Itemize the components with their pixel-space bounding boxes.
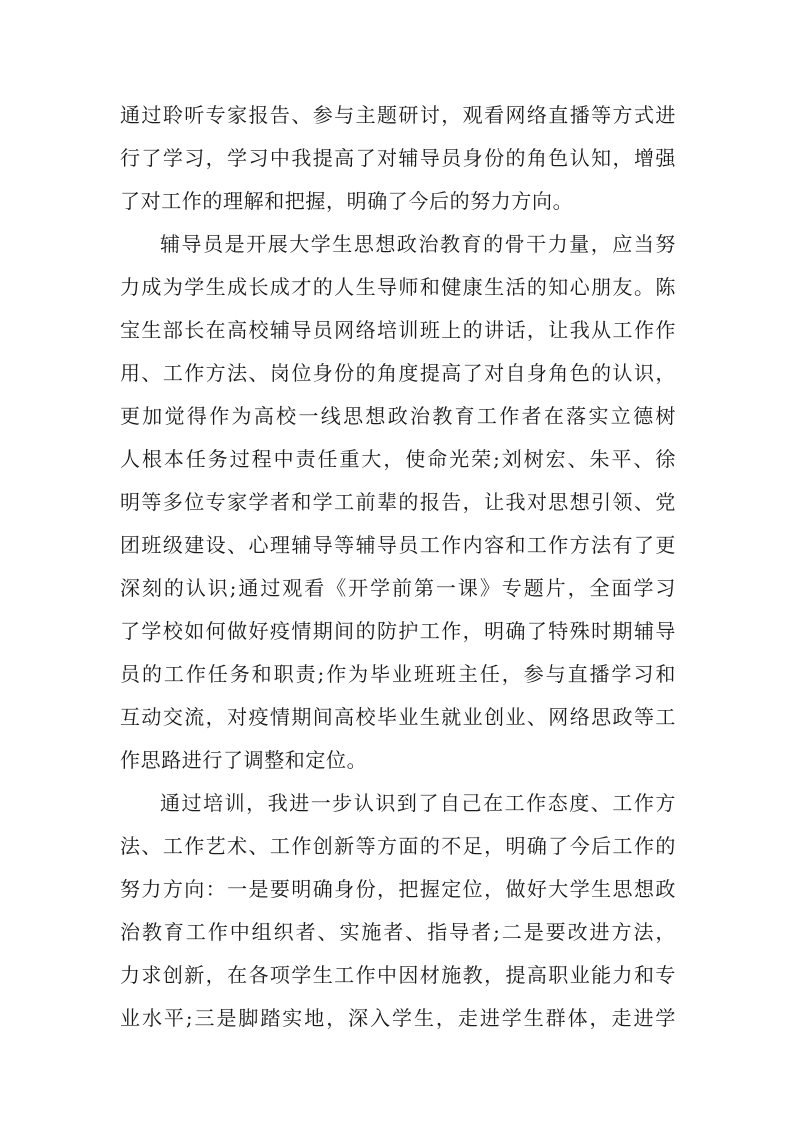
text-line: 人根本任务过程中责任重大，使命光荣;刘树宏、朱平、徐 [120, 447, 676, 471]
text-line: 明等多位专家学者和学工前辈的报告，让我对思想引领、党 [120, 490, 676, 514]
text-line: 力求创新，在各项学生工作中因材施教，提高职业能力和专 [120, 963, 676, 987]
text-line: 努力方向：一是要明确身份，把握定位，做好大学生思想政 [120, 877, 676, 901]
text-line: 更加觉得作为高校一线思想政治教育工作者在落实立德树 [120, 404, 676, 428]
text-line: 法、工作艺术、工作创新等方面的不足，明确了今后工作的 [120, 834, 676, 858]
document-body [120, 94, 676, 1040]
text-line: 了学校如何做好疫情期间的防护工作，明确了特殊时期辅导 [120, 619, 676, 643]
text-line: 辅导员是开展大学生思想政治教育的骨干力量，应当努 [160, 232, 676, 256]
paragraph-1 [120, 94, 676, 223]
text-line: 通过聆听专家报告、参与主题研讨，观看网络直播等方式进 [120, 103, 676, 127]
text-line: 治教育工作中组织者、实施者、指导者;二是要改进方法， [120, 920, 676, 944]
text-line: 用、工作方法、岗位身份的角度提高了对自身角色的认识， [120, 361, 676, 385]
text-line: 了对工作的理解和把握，明确了今后的努力方向。 [120, 189, 574, 213]
paragraph-2 [120, 223, 676, 782]
text-line: 通过培训，我进一步认识到了自己在工作态度、工作方 [160, 791, 676, 815]
paragraph-3 [120, 782, 676, 1040]
text-line: 深刻的认识;通过观看《开学前第一课》专题片，全面学习 [120, 576, 676, 600]
text-line: 团班级建设、心理辅导等辅导员工作内容和工作方法有了更 [120, 533, 676, 557]
text-line: 力成为学生成长成才的人生导师和健康生活的知心朋友。陈 [120, 275, 676, 299]
text-line: 业水平;三是脚踏实地，深入学生，走进学生群体，走进学 [120, 1006, 676, 1030]
text-line: 宝生部长在高校辅导员网络培训班上的讲话，让我从工作作 [120, 318, 676, 342]
text-line: 行了学习，学习中我提高了对辅导员身份的角色认知，增强 [120, 146, 676, 170]
text-line: 互动交流，对疫情期间高校毕业生就业创业、网络思政等工 [120, 705, 676, 729]
text-line: 员的工作任务和职责;作为毕业班班主任，参与直播学习和 [120, 662, 676, 686]
text-line: 作思路进行了调整和定位。 [120, 748, 368, 772]
